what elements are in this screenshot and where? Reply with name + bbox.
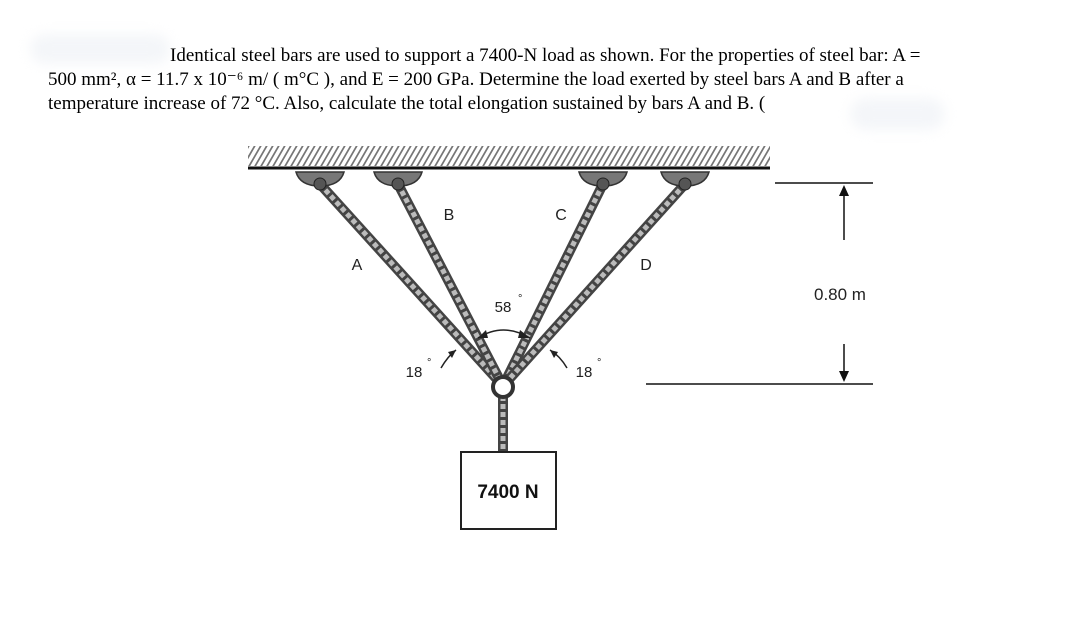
bar-label-b: B: [443, 207, 455, 224]
angle-label-right: 18: [575, 364, 593, 381]
angle-degree-right: °: [597, 357, 602, 369]
bar-label-a: A: [351, 257, 363, 274]
dimension-arrow-down-head: [839, 371, 849, 382]
joint-ring: [493, 377, 513, 397]
load-label: 7400 N: [477, 482, 539, 503]
dimension-arrow-up-head: [839, 185, 849, 196]
problem-line-1: Identical steel bars are used to support a 7400-N load as shown. For the properties of steel bar: A =: [170, 45, 921, 66]
bar-label-c: C: [555, 207, 567, 224]
problem-line-2: 500 mm², α = 11.7 x 10⁻⁶ m/ ( m°C ), and E = 200 GPa. Determine the load exerted by steel bars A and B after a: [48, 69, 904, 90]
angle-degree-center: °: [518, 293, 523, 305]
bar-label-d: D: [640, 257, 652, 274]
bracket-a: [296, 172, 344, 190]
height-dimension-label: 0.80 m: [814, 285, 866, 304]
bracket-b: [374, 172, 422, 190]
problem-line-3: temperature increase of 72 °C. Also, calculate the total elongation sustained by bars A and B. (: [48, 93, 766, 114]
angle-label-center: 58: [494, 299, 512, 316]
bracket-c: [579, 172, 627, 190]
angle-arrow-right: [550, 350, 558, 358]
angle-degree-left: °: [427, 357, 432, 369]
bracket-d: [661, 172, 709, 190]
ceiling-hatch: [248, 146, 770, 166]
angle-label-left: 18: [405, 364, 423, 381]
bar-d: [503, 184, 685, 386]
